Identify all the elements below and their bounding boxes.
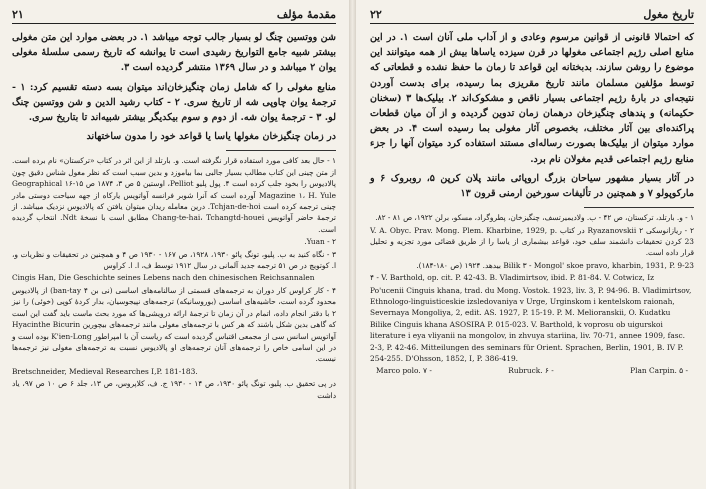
- footnote-divider: [584, 207, 694, 208]
- left-page: [0, 0, 350, 489]
- footnote: ۱ - و. بارتلد، ترکستان، ص ۴۲ - ب. ولادیمیرتسف، چنگیزخان، پطروگراد، مسکو، برلن ۱۹۲۲، ص ۸۱ - ۸۲.: [375, 213, 694, 223]
- paragraph: که احتمالا قانونی از قوانین مرسوم وعادی و از آداب ملی آنان است ۱. در این منابع اصلی رژیم اجتماعی مغولها در قرن سیزده یاساها بیش از همه میتوانند این موضوع را روشن سازند. بدبختانه این قواعد تا زمان ما حفظ نشده و قطعاتی که توسط مؤلفین مسلمان مانند تاریخ مقریزی بما رسیده، برای بدست آوردن نتیجه‌ای در بارهٔ رژیم اجتماعی بسیار ناقص و مشکوک‌اند ۲. بیلیک‌ها ۳ (سخنان حکیمانه) و پندهای چنگیزخان درهمان زمان تدوین گردیده و از آن میان قطعات پراکنده‌ای بین آثار مختلف، بخصوص آثار مغولی بما رسیده است ۴. در بعض موارد میتوان از بیلیک‌ها بصورت رساله‌ای مستند استفاده کرد میتوان آنها را جزء منابع رژیم اجتماعی قدیم مغولان نام برد.: [370, 32, 694, 165]
- paragraph: در آثار بسیار مشهور سیاحان بزرگ اروپائی مانند پلان کرپن ۵، روبروک ۶ و مارکوپولو ۷ و همچنین در تألیفات سورخین ارمنی قرون ۱۳: [370, 172, 694, 200]
- page-number: ۲۲: [370, 8, 382, 21]
- footnote: Po'ucenii Cinguis khana, trad. du Mong. Vostok. 1923, liv. 3, P. 94-96. B. Vladimirtsov, Ethnologo-linguisticeskie izsledovaniya v Urge, Urginskom i kentelskom raionah, Severnaya Mongoliya, 2, edit. AS. 1927, P. 15-19. P. M. Melioranskii, O. Kudatku Bilike Cinguis khana ASOSIRA P. 015-023. V. Barthold, k voprosu ob uigurskoi literature i eya vliyanii na mongolov, in zhvuya stariina, liv. 70-71, annee 1909, fasc. 2-3, P. 42-46. Mitteilungen des seminars für Orient. Sprachen, Berlin, 1901, B. IV P. 254-255. D'Ohsson, 1852, I, P. 386-419.: [370, 285, 692, 364]
- footnote: ۲ - ریازانوسکی ۲ Ryazanovskii در کتاب V. A. Obyc. Prav. Mong. Plem. Kharbine, 1929, p. 23 کردن تحقیقات دانشمند سلف خود، قواعد بیشماری از یاسا را از طریق قضائی مورد تجزیه و تحلیل قرار داده است.: [370, 225, 694, 258]
- page-number: ۲۱: [12, 8, 24, 21]
- body-text: [12, 30, 336, 144]
- footnote-names-row: [370, 366, 694, 375]
- footnote: در پی تحقیق ب. پلیو، تونگ پائو ۱۹۳۰، ص ۱۴ - ۱۹۳۰ ج. ف، کلاپروس، ص ۱۳، جلد ۶ ص ۱۰ ص ۹۷، یاد داشت: [12, 379, 336, 400]
- footnote: ۲ - Yuan.: [304, 237, 336, 247]
- footnote-divider: [226, 150, 336, 151]
- paragraph: شن ووتسین چنگ لو بسیار جالب توجه میباشد ۱. در بعضی موارد این متن مغولی بیشتر شبیه جامع التواریخ رشیدی است تا یوانشه که تاریخ رسمی سلسلهٔ مغولی یوان ۲ میباشد و در سال ۱۳۶۹ منتشر گردیده است ۳.: [12, 32, 336, 74]
- footnote: Bretschneider, Medieval Researches I,P. 181-183.: [12, 366, 198, 376]
- footnote-name: Marco polo. ۷ -: [376, 365, 432, 375]
- running-title: تاریخ مغول: [643, 8, 694, 21]
- paragraph: در زمان چنگیزخان مغولها یاسا یا قواعد خود را مدون ساختهاند: [86, 131, 336, 143]
- footnote: ۱ - حال بعد کافی مورد استفاده قرار نگرفته است. و. بارتلد از این اثر در کتاب «ترکستان» نام برده است. از متن چینی این کتاب مطالب بسیار جالبی بما بیاموزد و بدین سبب است که نظر مغول شناس دقیق چون پالادیوس را بخود جلب کرده است ۴. پول پلیو Pelliot، اوستین ۵ ص ۳، ۱۸۷۴ ص ۱۵-۱۶ Geographical Magazine ۱، H. Yule آورده است که آنرا شوبر فرانسه آواتویس یارکاه از جهه سیاحت دوستی مادر چینی ترجمه کرده است Tchjan-de-hoi. درین معامله ریدان میتوان یافتن که پالادیوس نزدیک میباشد. از ترجمهٔ حاضر آواتویس Chang-te-hai، Tchangtd-houei مطابق است با نسخهٔ Ndt. انتخاب گردیده است.: [12, 156, 336, 234]
- running-title: مقدمهٔ مؤلف: [276, 8, 336, 21]
- body-text: [370, 30, 694, 201]
- footnote: ۳ - نگاه کنید به ب. پلیو، تونگ پائو ۱۹۳۰، ۱۹۲۸، ص ۱۶۷ - ۱۹۳۰ ص ۴ و همچنین در تحقیقات و نظریات و، ا. کوتویچ در ص ۵۱ ترجمه جدید آلمانی در سال ۱۹۱۲ توسط ف، ا. ا. کراوس: [12, 249, 336, 271]
- page-header: [12, 8, 336, 24]
- footnotes: [12, 155, 336, 401]
- book-gutter: [349, 0, 356, 489]
- footnote-name: Plan Carpin. ۵ -: [630, 365, 688, 375]
- footnote: Bilik ۳ - Mongol' skoe pravo, kharbin, 1931, P. 9-23 بیدهد. ۱۹۲۴ (ص ۱۸۰-۱۸۴).: [416, 260, 694, 270]
- footnote: Cingis Han, Die Geschichte seines Lebens nach den chinesischen Reichsannalen: [12, 273, 315, 283]
- page-header: [370, 8, 694, 24]
- right-page: [356, 0, 706, 489]
- paragraph: منابع مغولی را که شامل زمان چنگیزخان‌اند میتوان بسه دسته تقسیم کرد: ۱ - ترجمهٔ یوان چاوپی شه از تاریخ سری. ۲ - کتاب رشید الدین و شن ووتسین چنگ لو. ۳ - ترجمهٔ یوان شه. از دوم و سوم بیکدیگر بیشتر شبیه‌اند تا بتاریخ سری.: [12, 81, 336, 124]
- footnote-name: Rubruck. ۶ -: [508, 365, 554, 375]
- footnote: ۴ - کار کراوس کار دوران به ترجمه‌های قسمتی از سالنامه‌های اساسی (نی بن ۴ ban-tay) از پالادیوس محدود گرده است، حاشیه‌های اساسی (بوروسانیکه) ترجمه‌های نپیجوسیان، بدار کردهٔ کوپی (خوئی) را نیز ۲ با دقتر انجام داده، اتمام در آن زمان تا ترجمهٔ ارائه درویشی‌ها که مورد بحث ماست باید گفت این است که گاهی بدین شکل باشند که هر کس با ترجمه‌های مغولی مانند ترجمه‌های بیچورین Hyacinthe Bicurin آواتویس اسانس سی از مجمعی اقتباس گردیده است که ریاست آن با امپراطور K'ien-Long بوده است و در این اسامی خاص را ترجمه‌های آنان ترجمه‌های او پالادیوس نسبت به ترجمه‌های مغولی نیز ترجمه‌ها نیست.: [12, 285, 336, 364]
- footnotes: [370, 212, 694, 364]
- footnote: ۴ - V. Barthold, op. cit. P. 42-43. B. Vladimirtsov, ibid. P. 81-84. V. Cotwicz, Iz: [370, 273, 655, 283]
